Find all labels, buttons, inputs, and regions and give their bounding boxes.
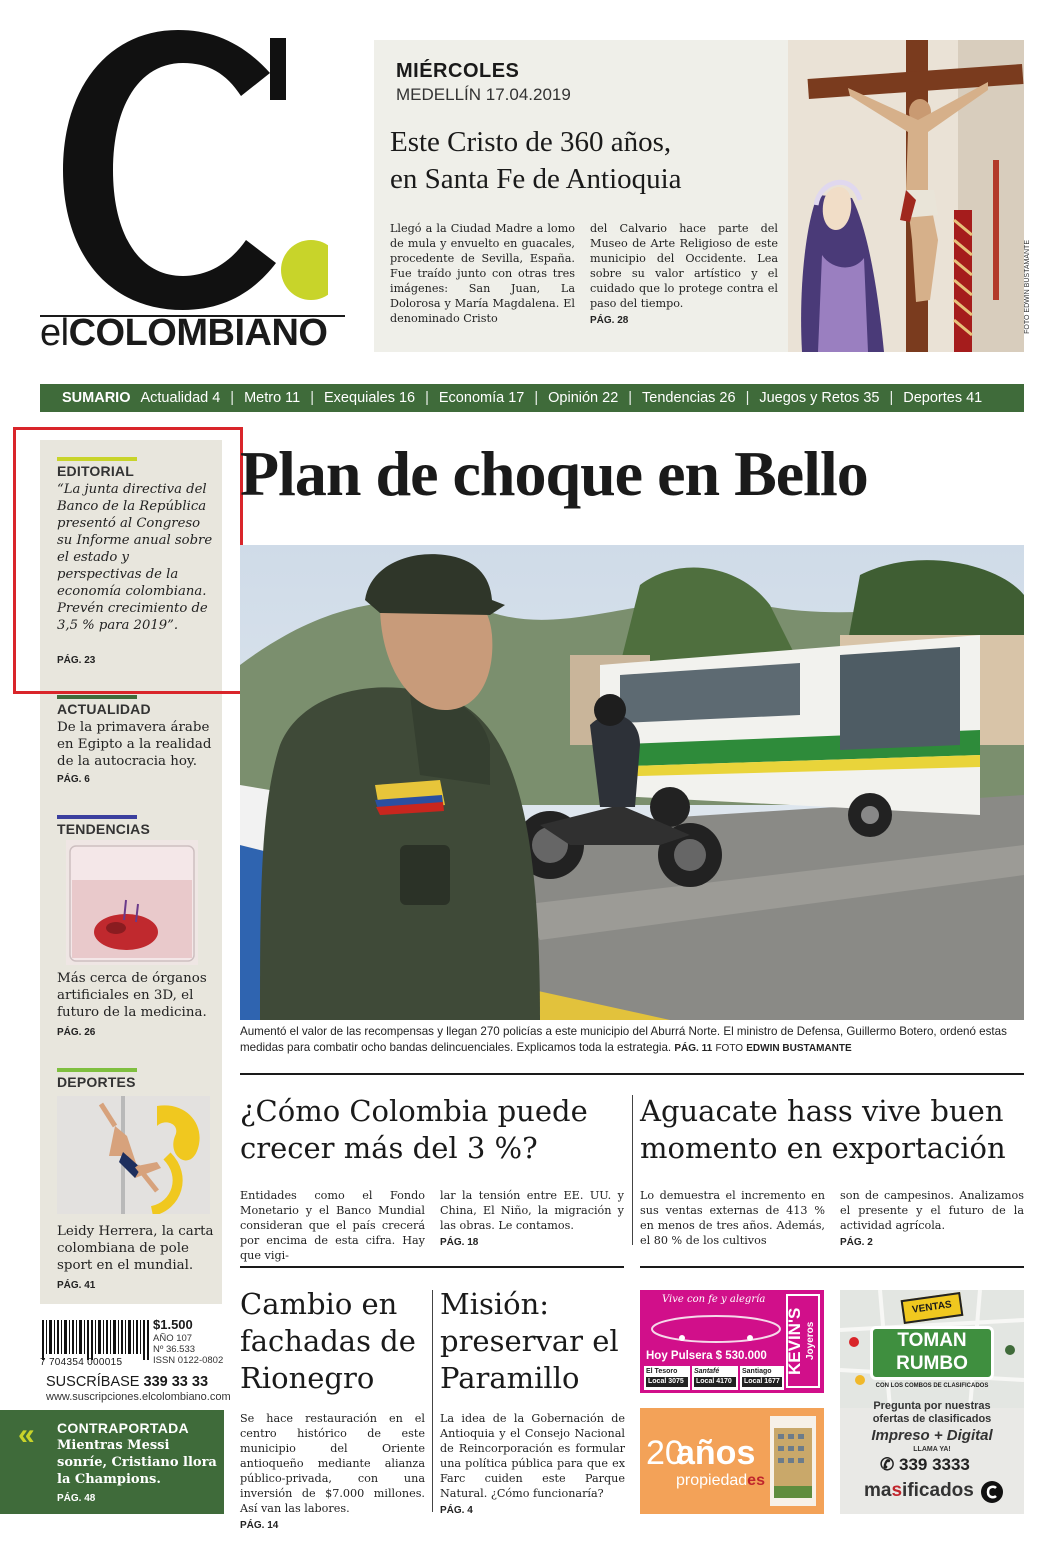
crucifix-photo[interactable]	[788, 40, 1024, 352]
top-story-col2	[590, 221, 778, 328]
sumario-separator: |	[745, 390, 750, 406]
sumario-item-metro[interactable]: Metro 11	[244, 390, 301, 406]
police-officer-photo[interactable]	[240, 545, 1024, 1020]
masificados-logo	[864, 1480, 974, 1502]
kevins-slogan: Vive con fe y alegría	[662, 1294, 766, 1305]
barcode-digits: 7 704354 000015	[40, 1357, 123, 1368]
tendencias-accent-bar	[57, 815, 137, 819]
deportes-text: Leidy Herrera, la carta colombiana de pole sport en el mundial.	[57, 1224, 214, 1273]
contraportada-page[interactable]: PÁG. 48	[57, 1493, 96, 1504]
kevins-store2-local: Local 4170	[694, 1377, 736, 1387]
issue-issn: ISSN 0122-0802	[153, 1355, 224, 1366]
rionegro-page[interactable]: PÁG. 14	[240, 1520, 279, 1531]
clasificados-phone-line	[880, 1455, 970, 1475]
masificados-brand-a: ma	[864, 1480, 892, 1501]
aguacate-headline-line2: momento en exportación	[640, 1131, 1006, 1165]
section-rule	[640, 1266, 1024, 1268]
sumario-label: SUMARIO	[62, 390, 131, 406]
anos-brand-b: es	[747, 1472, 765, 1489]
clasificados-phone: 339 3333	[898, 1455, 970, 1474]
kevins-store2-name: Santafé	[694, 1368, 720, 1375]
rionegro-headline-line1: Cambio en	[240, 1287, 398, 1321]
anos-number: 20	[646, 1434, 684, 1472]
colombiano-c-icon	[980, 1480, 1004, 1504]
main-caption-text: Aumentó el valor de las recompensas y llegan 270 policías a este municipio del Aburrá Norte. El ministro de Defensa, Guillermo Botero, ordenó estas medidas para combatir ocho bandas delincuenciales. Explicamos toda la estrategia.	[240, 1025, 1007, 1054]
building-magazine-image	[770, 1416, 816, 1506]
editorial-page[interactable]: PÁG. 23	[57, 655, 96, 666]
main-story-page[interactable]: PÁG. 11	[674, 1042, 713, 1054]
colombia-headline-line2: crecer más del 3 %?	[240, 1131, 538, 1165]
barcode	[40, 1320, 150, 1360]
issue-info	[153, 1333, 223, 1366]
colombia-growth-headline[interactable]	[240, 1093, 630, 1167]
sumario-bar	[40, 384, 1024, 412]
sumario-item-opinion[interactable]: Opinión 22	[548, 390, 619, 406]
editorial-head[interactable]: EDITORIAL	[57, 463, 134, 479]
sumario-item-economia[interactable]: Economía 17	[438, 390, 525, 406]
sumario-item-tendencias[interactable]: Tendencias 26	[642, 390, 736, 406]
phone-icon: ✆	[880, 1455, 895, 1474]
kevins-brand-sub: Joyeros	[805, 1321, 816, 1361]
kevins-brand-block	[786, 1294, 820, 1388]
anos-word: años	[676, 1434, 756, 1472]
anos-brand	[676, 1472, 765, 1490]
aguacate-col1: Lo demuestra el incremento en sus ventas externas de 413 % en menos de tres años. Además, el 80 % de los cultivos	[640, 1189, 825, 1247]
actualidad-accent-bar	[57, 695, 137, 699]
kevins-brand	[787, 1296, 819, 1386]
logo-c-mark[interactable]	[38, 18, 328, 318]
kevins-store1-name: El Tesoro	[646, 1368, 678, 1375]
propiedades-20-anos-ad[interactable]	[640, 1408, 824, 1514]
rionegro-text	[240, 1411, 425, 1533]
aguacate-col2	[840, 1188, 1024, 1250]
deportes-page[interactable]: PÁG. 41	[57, 1280, 96, 1291]
kevins-store3-name: Santiago	[742, 1368, 772, 1375]
issue-number: Nº 36.533	[153, 1344, 196, 1355]
tendencias-head[interactable]: TENDENCIAS	[57, 821, 151, 837]
clasificados-llama: LLAMA YA!	[913, 1446, 951, 1453]
main-photo-caption	[240, 1024, 1024, 1056]
main-photo-credit-label: FOTO	[715, 1042, 744, 1054]
clasificados-badge: VENTAS	[901, 1292, 964, 1324]
paramillo-page[interactable]: PÁG. 4	[440, 1505, 473, 1516]
paramillo-body: La idea de la Gobernación de Antioquia y el Consejo Nacional de Reincorporación es formular una política pública para que ex Farc cuiden este Parque Natural. ¿Cómo funcionaría?	[440, 1412, 625, 1500]
sumario-separator: |	[889, 390, 894, 406]
sumario-separator: |	[230, 390, 235, 406]
paramillo-headline-line2: preservar el	[440, 1324, 619, 1358]
contraportada-text: Mientras Messi sonríe, Cristiano llora la Champions.	[57, 1438, 217, 1487]
colombia-growth-page[interactable]: PÁG. 18	[440, 1237, 479, 1248]
deportes-head[interactable]: DEPORTES	[57, 1074, 136, 1090]
kevins-store1-local: Local 3075	[646, 1377, 688, 1387]
column-divider	[432, 1290, 433, 1512]
issue-year: AÑO 107	[153, 1333, 193, 1344]
top-headline-line1: Este Cristo de 360 años,	[390, 126, 672, 158]
main-headline[interactable]: Plan de choque en Bello	[240, 438, 868, 509]
kevins-store-santafe	[692, 1366, 738, 1390]
contraportada-head: CONTRAPORTADA	[57, 1420, 189, 1436]
sumario-separator: |	[425, 390, 429, 406]
top-headline-line2: en Santa Fe de Antioquia	[390, 163, 682, 195]
kevins-jewelry-ad[interactable]	[640, 1290, 824, 1393]
bracelet-image	[646, 1310, 786, 1348]
column-divider	[632, 1095, 633, 1245]
anos-brand-a: propiedad	[676, 1472, 748, 1489]
logo-el: el	[40, 312, 69, 354]
deportes-accent-bar	[57, 1068, 137, 1072]
paramillo-text	[440, 1411, 625, 1518]
sumario-item-deportes[interactable]: Deportes 41	[903, 390, 983, 406]
clasificados-title1: TOMAN	[897, 1330, 967, 1351]
kevins-brand-name: KEVIN'S	[785, 1307, 804, 1375]
aguacate-page[interactable]: PÁG. 2	[840, 1237, 873, 1248]
logo-name: COLOMBIANO	[68, 312, 328, 354]
paramillo-headline-line1: Misión:	[440, 1287, 550, 1321]
sumario-separator: |	[310, 390, 315, 406]
editorial-text: “La junta directiva del Banco de la República presentó al Congreso su Informe anual sobre el estado y perspectivas de la economía colombiana. Prevén crecimiento de 3,5 % para 2019”.	[57, 482, 213, 633]
toman-rumbo-sign	[870, 1326, 994, 1380]
main-photo-credit-name: EDWIN BUSTAMANTE	[746, 1042, 852, 1054]
clasificados-subtitle: CON LOS COMBOS DE CLASIFICADOS	[875, 1383, 989, 1389]
kevins-store-tesoro	[644, 1366, 690, 1390]
actualidad-page[interactable]: PÁG. 6	[57, 774, 90, 785]
kevins-store-santiago	[740, 1366, 784, 1390]
subscribe-label: SUSCRÍBASE	[46, 1374, 140, 1390]
sumario-separator: |	[628, 390, 633, 406]
paramillo-headline-line3: Paramillo	[440, 1361, 580, 1395]
kevins-store3-local: Local 1677	[742, 1377, 782, 1387]
sumario-separator: |	[534, 390, 539, 406]
top-story-col2-text: del Calvario hace parte del Museo de Arte Religioso de este municipio del Occidente. Lea sobre su valor artístico y el cuidado que lo protege contra el paso del tiempo.	[590, 222, 778, 310]
subscribe-line[interactable]	[46, 1374, 208, 1390]
artificial-organ-photo[interactable]	[66, 840, 198, 965]
pole-sport-photo[interactable]	[57, 1096, 210, 1214]
aguacate-headline-line1: Aguacate hass vive buen	[640, 1094, 1004, 1128]
sumario-item-actualidad[interactable]: Actualidad 4	[140, 390, 221, 406]
clasificados-ask: Pregunta por nuestras ofertas de clasificados	[872, 1400, 992, 1425]
clasificados-impreso: Impreso + Digital	[871, 1427, 993, 1444]
editorial-highlight-box	[13, 427, 243, 694]
top-photo-credit: FOTO EDWIN BUSTAMANTE	[1024, 240, 1031, 334]
price: $1.500	[153, 1317, 193, 1332]
tendencias-text: Más cerca de órganos artificiales en 3D, el futuro de la medicina.	[57, 971, 207, 1020]
rionegro-body: Se hace restauración en el centro histórico de este municipio del Oriente antioqueño mediante alianza público-privada, con una inversión de $7.000 millones. Así van las labores.	[240, 1412, 425, 1515]
edition-date: MEDELLÍN 17.04.2019	[396, 85, 571, 104]
rionegro-headline[interactable]	[240, 1286, 430, 1397]
section-rule	[240, 1073, 1024, 1075]
colombia-headline-line1: ¿Cómo Colombia puede	[240, 1094, 588, 1128]
actualidad-text: De la primavera árabe en Egipto a la realidad de la autocracia hoy.	[57, 720, 212, 769]
top-story-page[interactable]: PÁG. 28	[590, 315, 629, 326]
subscribe-url[interactable]: www.suscripciones.elcolombiano.com	[46, 1391, 231, 1403]
sumario-item-juegos[interactable]: Juegos y Retos 35	[759, 390, 880, 406]
tendencias-page[interactable]: PÁG. 26	[57, 1027, 96, 1038]
colombia-growth-col1: Entidades como el Fondo Monetario y el Banco Mundial consideran que el país crecerá por encima de esta cifra. Hay que vigi-	[240, 1189, 425, 1262]
double-chevron-left-icon: «	[18, 1418, 35, 1451]
section-rule	[240, 1266, 624, 1268]
masificados-brand-b: s	[891, 1480, 903, 1501]
clasificados-ad[interactable]	[840, 1290, 1024, 1514]
masificados-brand-c: ificados	[902, 1480, 974, 1501]
subscribe-phone: 339 33 33	[143, 1374, 209, 1390]
aguacate-col2-text: son de campesinos. Analizamos el presente y el futuro de la actividad agrícola.	[840, 1189, 1024, 1232]
clasificados-title2: RUMBO	[896, 1353, 968, 1374]
logo-wordmark[interactable]	[40, 312, 327, 355]
rionegro-headline-line2: fachadas de	[240, 1324, 416, 1358]
edition-day: MIÉRCOLES	[396, 60, 520, 82]
kevins-offer: Hoy Pulsera $ 530.000	[646, 1350, 767, 1362]
top-story-headline[interactable]	[390, 124, 780, 198]
colombia-growth-col2	[440, 1188, 624, 1250]
aguacate-headline[interactable]	[640, 1093, 1024, 1167]
rionegro-headline-line3: Rionegro	[240, 1361, 375, 1395]
colombia-col2-text: lar la tensión entre EE. UU. y China, El Niño, la migración y las obras. Le contamos.	[440, 1189, 624, 1232]
actualidad-head[interactable]: ACTUALIDAD	[57, 701, 151, 717]
top-story-col1: Llegó a la Ciudad Madre a lomo de mula y envuelto en guacales, procedente de Sevilla, España. Fue traído junto con otras tres imágenes: San Juan, La Dolorosa y María Magdalena. El denominado Cristo	[390, 222, 575, 325]
sumario-item-exequiales[interactable]: Exequiales 16	[324, 390, 416, 406]
paramillo-headline[interactable]	[440, 1286, 630, 1397]
